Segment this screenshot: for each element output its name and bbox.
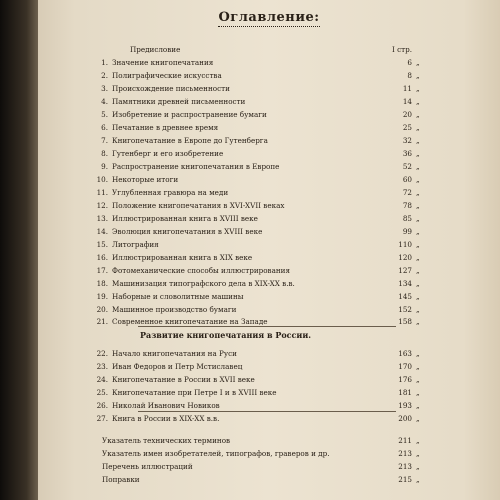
entry-page-number: 176 — [398, 375, 412, 384]
ditto-mark: „ — [416, 214, 420, 223]
toc-entry — [38, 374, 500, 386]
entry-number: 10. — [96, 175, 108, 184]
entry-title: Иллюстрированная книга в XIX веке — [112, 253, 253, 262]
entry-title: Перечень иллюстраций — [102, 462, 193, 471]
entry-page-number: 213 — [398, 449, 412, 458]
entry-page-number: 211 — [398, 436, 412, 445]
toc-entry — [38, 148, 500, 160]
entry-title: Эволюция книгопечатания в XVIII веке — [112, 227, 263, 236]
entry-title: Полиграфические искусства — [112, 71, 222, 80]
toc-entry — [38, 387, 500, 399]
entry-number: 1. — [101, 58, 108, 67]
entry-title: Начало книгопечатания на Руси — [112, 349, 237, 358]
entry-page-number: 181 — [398, 388, 412, 397]
ditto-mark: „ — [416, 71, 420, 80]
entry-number: 27. — [96, 414, 108, 423]
entry-number: 12. — [96, 201, 108, 210]
ditto-mark: „ — [416, 305, 420, 314]
toc-entry — [38, 187, 500, 199]
entry-title: Современное книгопечатание на Западе — [112, 317, 268, 326]
entry-page-number: 8 — [407, 71, 412, 80]
entry-number: 4. — [101, 97, 108, 106]
ditto-mark: „ — [416, 388, 420, 397]
ditto-mark: „ — [416, 58, 420, 67]
entry-number: 13. — [96, 214, 108, 223]
ditto-mark: „ — [416, 136, 420, 145]
page-title: Оглавление: — [218, 10, 320, 25]
toc-entry — [38, 135, 500, 147]
toc-entry — [38, 348, 500, 360]
toc-entry — [38, 239, 500, 251]
entry-page-number: 170 — [398, 362, 412, 371]
entry-page-number: 152 — [398, 305, 412, 314]
toc-entry — [38, 44, 500, 56]
ditto-mark: „ — [416, 436, 420, 445]
entry-page-number: 193 — [398, 401, 412, 410]
entry-page-number: 60 — [402, 175, 412, 184]
entry-page-number: 120 — [398, 253, 412, 262]
entry-title: Николай Иванович Новиков — [112, 401, 220, 410]
entry-title: Углубленная гравюра на меди — [112, 188, 229, 197]
ditto-mark: „ — [416, 97, 420, 106]
entry-title: Распространение книгопечатания в Европе — [112, 162, 280, 171]
entry-number: 25. — [96, 388, 108, 397]
entry-page-number: 14 — [402, 97, 412, 106]
entry-title: Иван Федоров и Петр Мстиславец — [112, 362, 243, 371]
toc-entry — [38, 448, 500, 460]
entry-number: 24. — [96, 375, 108, 384]
toc-entry — [38, 413, 500, 425]
entry-page-number: 11 — [402, 84, 412, 93]
entry-title: Указатель технических терминов — [102, 436, 231, 445]
section-heading: Развитие книгопечатания в России. — [140, 330, 312, 340]
entry-title: Книгопечатание в России в XVII веке — [112, 375, 255, 384]
entry-number: 19. — [96, 292, 108, 301]
toc-entry — [38, 57, 500, 69]
entry-page-number: 36 — [402, 149, 412, 158]
ditto-mark: „ — [416, 349, 420, 358]
entry-page-number: 158 — [398, 317, 412, 326]
toc-entry — [38, 278, 500, 290]
ditto-mark: „ — [416, 175, 420, 184]
document-page — [38, 0, 500, 500]
ditto-mark: „ — [416, 110, 420, 119]
entry-title: Иллюстрированная книга в XVIII веке — [112, 214, 258, 223]
entry-page-number: 110 — [398, 240, 412, 249]
entry-number: 20. — [96, 305, 108, 314]
ditto-mark: „ — [416, 201, 420, 210]
toc-entry — [38, 174, 500, 186]
ditto-mark: „ — [416, 362, 420, 371]
toc-entry — [38, 291, 500, 303]
separator-rule — [138, 326, 396, 327]
entry-number: 15. — [96, 240, 108, 249]
entry-number: 11. — [96, 188, 108, 197]
entry-title: Положение книгопечатания в XVI-XVII веках — [112, 201, 285, 210]
entry-page-number: 25 — [402, 123, 412, 132]
toc-entry — [38, 252, 500, 264]
entry-title: Книгопечатание при Петре I и в XVIII веке — [112, 388, 277, 397]
entry-title: Машинизация типографского дела в XIX-XX в.в. — [112, 279, 295, 288]
entry-page-number: 127 — [398, 266, 412, 275]
toc-entry — [38, 161, 500, 173]
toc-entry — [38, 304, 500, 316]
entry-page-number: 163 — [398, 349, 412, 358]
entry-number: 16. — [96, 253, 108, 262]
entry-page-number: 52 — [402, 162, 412, 171]
ditto-mark: „ — [416, 84, 420, 93]
entry-title: Значение книгопечатания — [112, 58, 214, 67]
entry-page-number: 32 — [402, 136, 412, 145]
entry-page-number: 6 — [407, 58, 412, 67]
entry-number: 6. — [101, 123, 108, 132]
ditto-mark: „ — [416, 292, 420, 301]
entry-page-number: 213 — [398, 462, 412, 471]
entry-number: 7. — [101, 136, 108, 145]
entry-page-number: 99 — [402, 227, 412, 236]
entry-page-number: 85 — [402, 214, 412, 223]
entry-page-number: 72 — [402, 188, 412, 197]
entry-number: 22. — [96, 349, 108, 358]
toc-entry — [38, 361, 500, 373]
entry-number: 3. — [101, 84, 108, 93]
entry-number: 18. — [96, 279, 108, 288]
toc-entry — [38, 83, 500, 95]
entry-number: 5. — [101, 110, 108, 119]
entry-page-number: I стр. — [391, 45, 412, 54]
toc-entry — [38, 461, 500, 473]
ditto-mark: „ — [416, 279, 420, 288]
entry-page-number: 20 — [402, 110, 412, 119]
entry-page-number: 215 — [398, 475, 412, 484]
entry-page-number: 134 — [398, 279, 412, 288]
entry-title: Литография — [112, 240, 159, 249]
book-spine-shadow — [0, 0, 38, 500]
entry-title: Наборные и словолитные машины — [112, 292, 244, 301]
entry-title: Предисловие — [130, 45, 181, 54]
ditto-mark: „ — [416, 449, 420, 458]
entry-number: 26. — [96, 401, 108, 410]
entry-number: 17. — [96, 266, 108, 275]
ditto-mark: „ — [416, 317, 420, 326]
toc-entry — [38, 96, 500, 108]
ditto-mark: „ — [416, 475, 420, 484]
toc-entry — [38, 109, 500, 121]
ditto-mark: „ — [416, 227, 420, 236]
ditto-mark: „ — [416, 253, 420, 262]
toc-entry — [38, 226, 500, 238]
entry-title: Некоторые итоги — [112, 175, 179, 184]
entry-number: 2. — [101, 71, 108, 80]
entry-title: Указатель имен изобретателей, типографов, граверов и др. — [102, 449, 330, 458]
ditto-mark: „ — [416, 462, 420, 471]
entry-title: Книга в России в XIX-XX в.в. — [112, 414, 220, 423]
toc-entry — [38, 213, 500, 225]
ditto-mark: „ — [416, 123, 420, 132]
ditto-mark: „ — [416, 266, 420, 275]
entry-title: Книгопечатание в Европе до Гутенберга — [112, 136, 268, 145]
entry-title: Поправки — [102, 475, 140, 484]
entry-title: Фотомеханические способы иллюстрирования — [112, 266, 290, 275]
entry-title: Машинное производство бумаги — [112, 305, 237, 314]
toc-entry — [38, 435, 500, 447]
entry-page-number: 78 — [402, 201, 412, 210]
entry-title: Происхождение письменности — [112, 84, 230, 93]
toc-entry — [38, 122, 500, 134]
toc-entry — [38, 265, 500, 277]
separator-rule — [138, 411, 396, 412]
entry-number: 23. — [96, 362, 108, 371]
ditto-mark: „ — [416, 240, 420, 249]
ditto-mark: „ — [416, 401, 420, 410]
entry-title: Печатание в древнее время — [112, 123, 219, 132]
toc-entry — [38, 200, 500, 212]
ditto-mark: „ — [416, 375, 420, 384]
ditto-mark: „ — [416, 149, 420, 158]
entry-number: 8. — [101, 149, 108, 158]
entry-title: Гутенберг и его изобретение — [112, 149, 224, 158]
ditto-mark: „ — [416, 162, 420, 171]
entry-title: Изобретение и распространение бумаги — [112, 110, 267, 119]
entry-number: 21. — [96, 317, 108, 326]
entry-number: 14. — [96, 227, 108, 236]
ditto-mark: „ — [416, 188, 420, 197]
toc-entry — [38, 474, 500, 486]
ditto-mark: „ — [416, 414, 420, 423]
entry-page-number: 145 — [398, 292, 412, 301]
toc-entry — [38, 70, 500, 82]
entry-title: Памятники древней письменности — [112, 97, 246, 106]
entry-page-number: 200 — [398, 414, 412, 423]
entry-number: 9. — [101, 162, 108, 171]
